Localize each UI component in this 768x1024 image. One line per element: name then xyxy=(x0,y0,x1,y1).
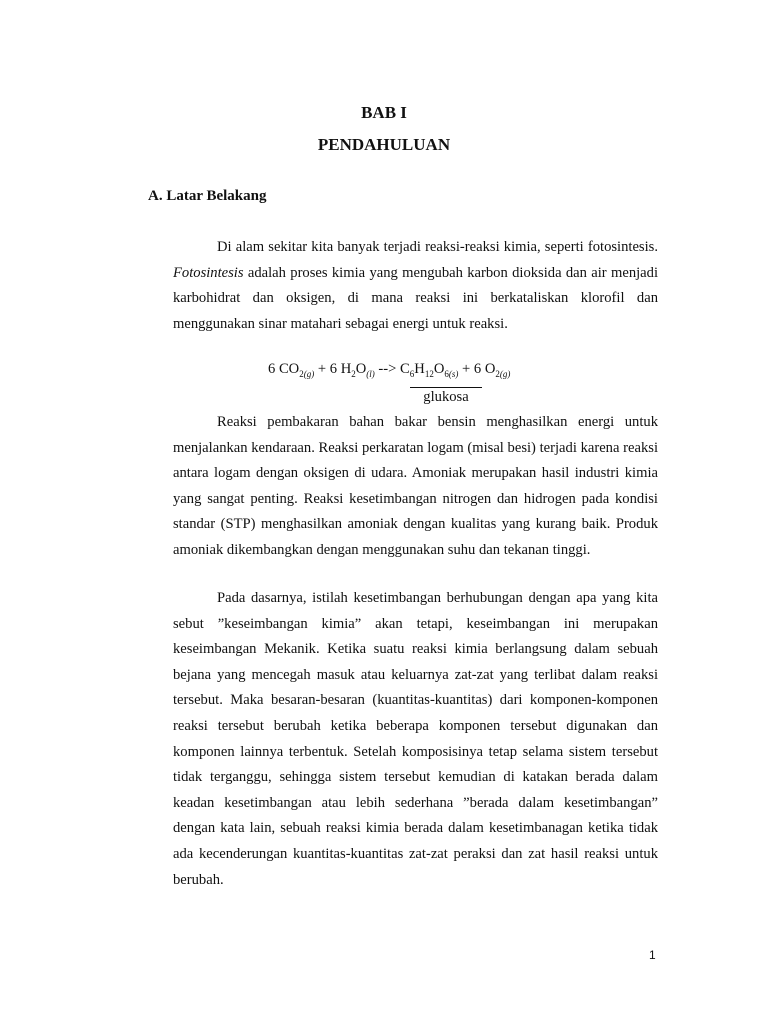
paragraph-intro-text-a: Di alam sekitar kita banyak terjadi reaksi-reaksi kimia, seperti fotosintesis. xyxy=(217,239,658,255)
eq-sub: 2 xyxy=(299,368,304,379)
paragraph-intro xyxy=(173,235,658,337)
eq-sub: 6 xyxy=(409,368,415,379)
eq-sub: 2 xyxy=(351,368,356,379)
eq-phase: (g) xyxy=(303,368,315,379)
paragraph-intro-text-b: adalah proses kimia yang mengubah karbon dioksida dan air menjadi karbohidrat dan oksigen, di mana reaksi ini berkataliskan klorofil dan menggunakan sinar matahari sebagai energi untuk reaksi. xyxy=(173,264,658,332)
eq-part: + 6 H xyxy=(314,361,352,377)
page-number: 1 xyxy=(649,948,656,962)
chapter-title: PENDAHULUAN xyxy=(317,135,451,154)
paragraph-equilibrium xyxy=(173,586,658,893)
paragraph-combustion xyxy=(173,410,658,564)
chapter-number: BAB I xyxy=(361,103,407,122)
eq-phase: (l) xyxy=(366,368,375,379)
eq-sub: 6 xyxy=(444,368,449,379)
eq-part: H xyxy=(414,361,425,377)
paragraph-combustion-text: Reaksi pembakaran bahan bakar bensin menghasilkan energi untuk menjalankan kendaraan. Reaksi perkaratan logam (misal besi) terjadi karena reaksi antara logam dengan oksigen di udara. Amoniak merupakan hasil industri kimia yang sangat penting. Reaksi kesetimbangan nitrogen dan hidrogen pada kondisi standar (STP) menghasilkan amoniak dengan kualitas yang kurang baik. Produk amoniak dikembangkan dengan menggunakan suhu dan tekanan tinggi. xyxy=(173,414,658,558)
eq-arrow: --> C xyxy=(374,361,410,377)
photosynthesis-equation xyxy=(268,361,510,379)
glucose-label: glukosa xyxy=(423,389,469,405)
eq-sub: 12 xyxy=(424,368,434,379)
eq-part: + 6 O xyxy=(458,361,496,377)
eq-part: 6 CO xyxy=(268,361,300,377)
eq-phase: (g) xyxy=(499,368,511,379)
eq-part: O xyxy=(433,361,445,377)
eq-part: O xyxy=(355,361,367,377)
eq-sub: 2 xyxy=(495,368,500,379)
paragraph-intro-emphasis: Fotosintesis xyxy=(173,264,244,281)
eq-phase: (s) xyxy=(448,368,459,379)
section-heading: A. Latar Belakang xyxy=(148,188,267,204)
glucose-underline xyxy=(410,387,482,388)
paragraph-equilibrium-text: Pada dasarnya, istilah kesetimbangan berhubungan dengan apa yang kita sebut ”keseimbangan kimia” akan tetapi, keseimbangan ini merupakan keseimbangan Mekanik. Ketika suatu reaksi kimia berlangsung dalam sebuah bejana yang mencegah masuk atau keluarnya zat-zat yang terlibat dalam reaksi tersebut. Maka besaran-besaran (kuantitas-kuantitas) dari komponen-komponen reaksi tersebut berubah ketika beberapa komponen tersebut digunakan dan komponen lainnya terbentuk. Setelah komposisinya tetap selama sistem tersebut tidak terganggu, sehingga sistem tersebut kemudian di katakan berada dalam keadan kesetimbangan atau lebih sederhana ”berada dalam kesetimbangan” dengan kata lain, sebuah reaksi kimia berada dalam kesetimbanagan ketika tidak ada kecenderungan kuantitas-kuantitas zat-zat peraksi dan zat hasil reaksi untuk berubah. xyxy=(173,590,658,888)
